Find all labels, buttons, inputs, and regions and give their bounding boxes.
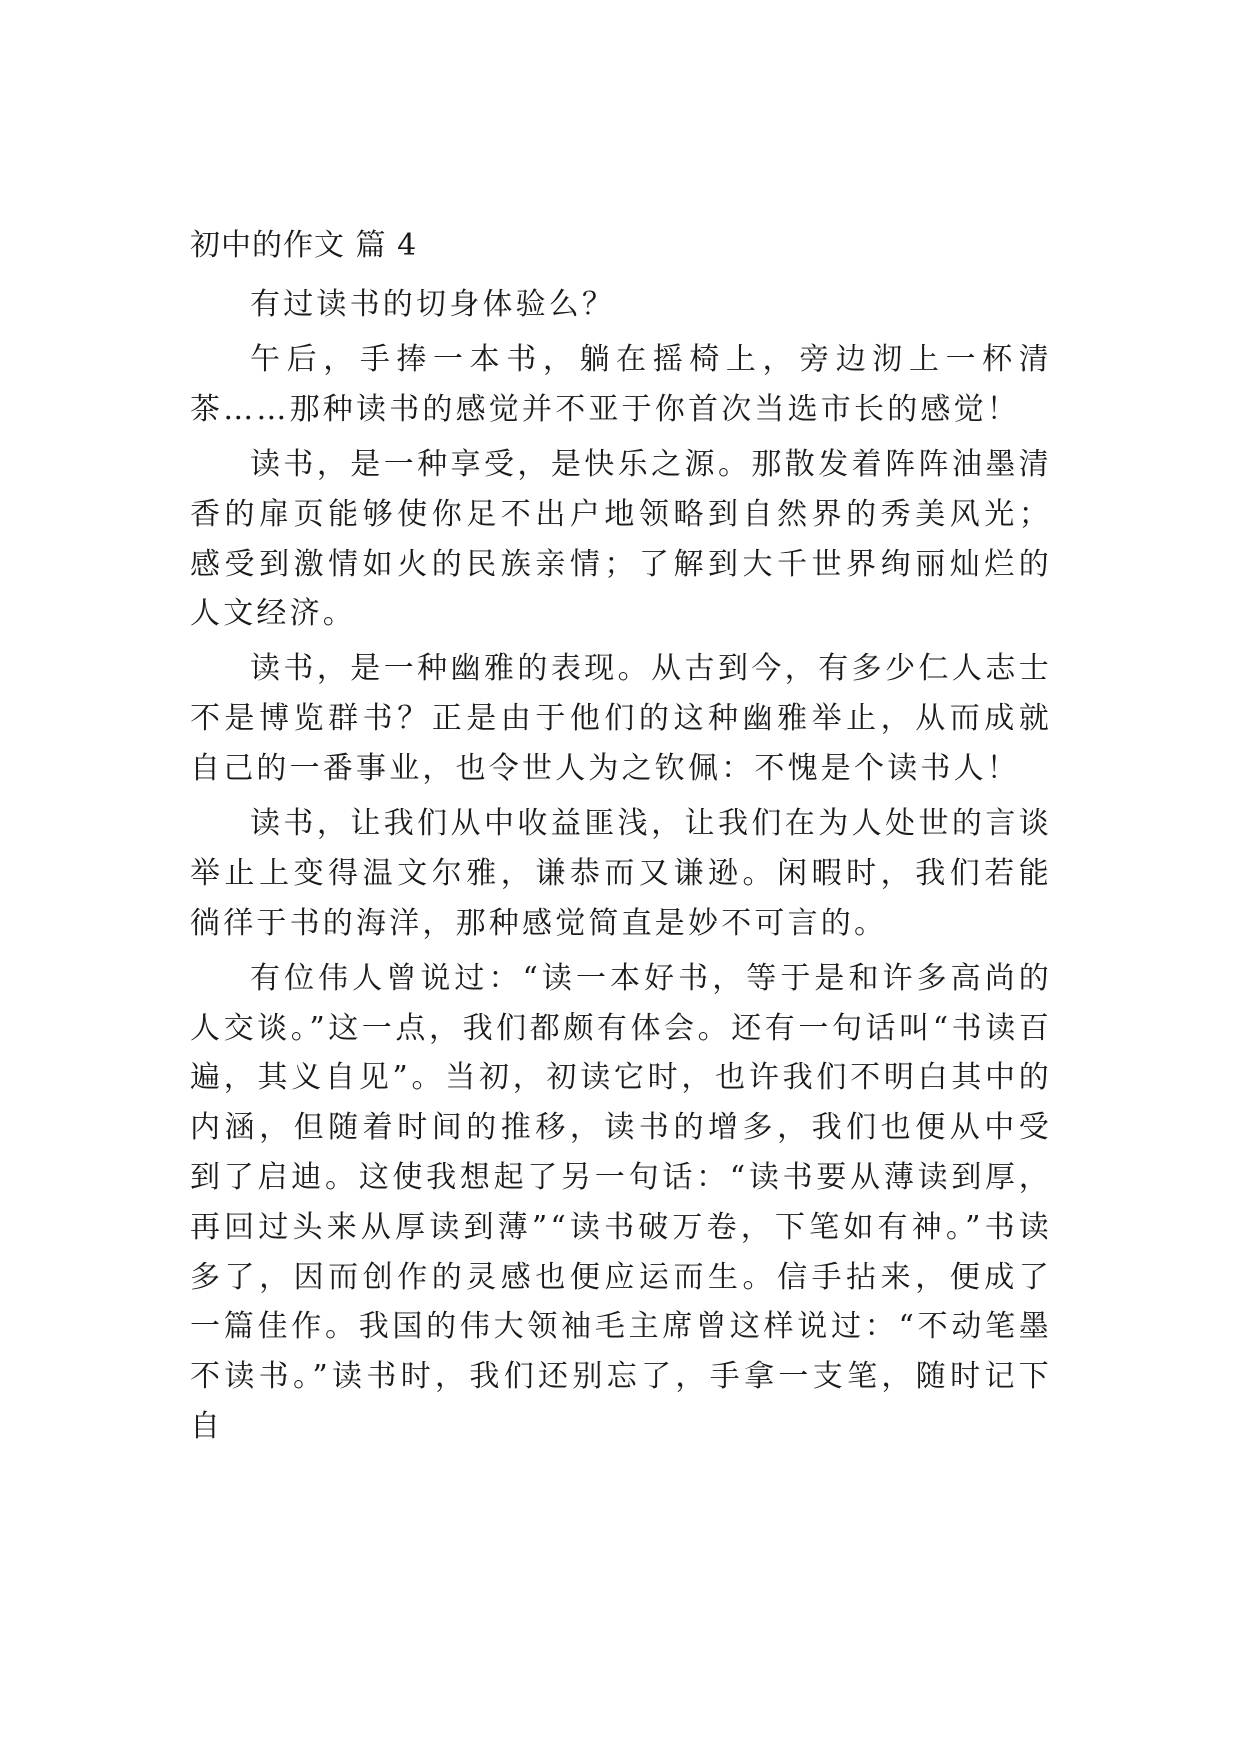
document-page [190,222,1052,1457]
paragraph-afternoon: 午后，手捧一本书，躺在摇椅上，旁边沏上一杯清茶……那种读书的感觉并不亚于你首次当选市长的感觉！ [190,342,1052,427]
paragraph-elegance: 读书，是一种幽雅的表现。从古到今，有多少仁人志士不是博览群书？正是由于他们的这种幽雅举止，从而成就自己的一番事业，也令世人为之钦佩：不愧是个读书人！ [190,651,1052,787]
essay-title: 初中的作文 篇 4 [190,228,418,263]
paragraph-benefit: 读书，让我们从中收益匪浅，让我们在为人处世的言谈举止上变得温文尔雅，谦恭而又谦逊。闲暇时，我们若能徜徉于书的海洋，那种感觉简直是妙不可言的。 [190,806,1052,941]
paragraph-enjoyment: 读书，是一种享受，是快乐之源。那散发着阵阵油墨清香的扉页能够使你足不出户地领略到自然界的秀美风光；感受到激情如火的民族亲情；了解到大千世界绚丽灿烂的人文经济。 [190,446,1052,632]
paragraph-question: 有过读书的切身体验么？ [250,287,616,322]
paragraph-great-man: 有位伟人曾说过：“读一本好书，等于是和许多高尚的人交谈。”这一点，我们都颇有体会。还有一句话叫“书读百遍，其义自见”。当初，初读它时，也许我们不明白其中的内涵，但随着时间的推移，读书的增多，我们也便从中受到了启迪。这使我想起了另一句话：“读书要从薄读到厚，再回过头来从厚读到薄”“读书破万卷，下笔如有神。”书读多了，因而创作的灵感也便应运而生。信手拈来，便成了一篇佳作。我国的伟大领袖毛主席曾这样说过：“不动笔墨不读书。”读书时，我们还别忘了，手拿一支笔，随时记下自 [190,960,1052,1445]
